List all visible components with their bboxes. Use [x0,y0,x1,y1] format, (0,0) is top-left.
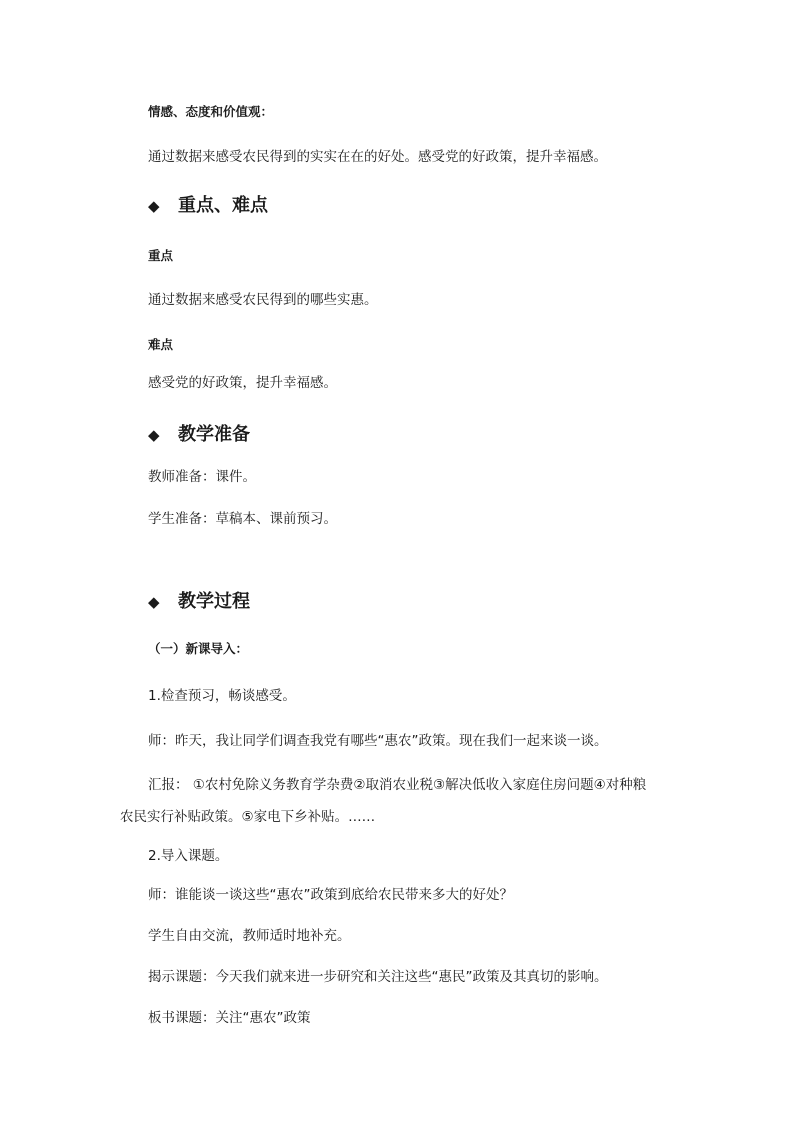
reveal-topic: 揭示课题：今天我们就来进一步研究和关注这些“惠民”政策及其真切的影响。 [148,969,608,985]
diamond-bullet-icon: ◆ [148,197,160,215]
key-point-label: 重点 [148,248,174,263]
section-new-lesson: （一）新课导入： [148,641,249,656]
teacher-dialogue-1: 师：昨天，我让同学们调查我党有哪些“惠农”政策。现在我们一起来谈一谈。 [148,733,608,749]
preparation-heading-text: 教学准备 [178,424,250,445]
affect-objective-label: 情感、态度和价值观： [148,104,274,119]
process-heading-text: 教学过程 [178,591,250,612]
key-point-text: 通过数据来感受农民得到的哪些实惠。 [148,292,378,308]
report-line-1: 汇报： ①农村免除义务教育学杂费②取消农业税③解决低收入家庭住房问题④对种粮 [148,777,647,793]
report-line-2: 农民实行补贴政策。⑤家电下乡补贴。…… [120,809,376,825]
step-check-preview: 1.检查预习，畅谈感受。 [148,688,296,704]
teacher-preparation: 教师准备：课件。 [148,469,256,485]
key-points-heading-text: 重点、难点 [178,195,268,216]
affect-objective-text: 通过数据来感受农民得到的实实在在的好处。感受党的好政策，提升幸福感。 [148,149,607,165]
student-preparation: 学生准备：草稿本、课前预习。 [148,511,337,527]
step-introduce-topic: 2.导入课题。 [148,848,229,864]
board-topic: 板书课题：关注“惠农”政策 [148,1010,311,1026]
preparation-heading [148,423,250,447]
process-heading [148,590,250,614]
difficult-point-text: 感受党的好政策，提升幸福感。 [148,375,337,391]
diamond-bullet-icon: ◆ [148,593,160,611]
difficult-point-label: 难点 [148,337,174,352]
key-points-heading [148,194,268,218]
teacher-dialogue-2: 师：谁能谈一谈这些“惠农”政策到底给农民带来多大的好处？ [148,887,513,903]
diamond-bullet-icon: ◆ [148,426,160,444]
student-discussion: 学生自由交流，教师适时地补充。 [148,928,351,944]
